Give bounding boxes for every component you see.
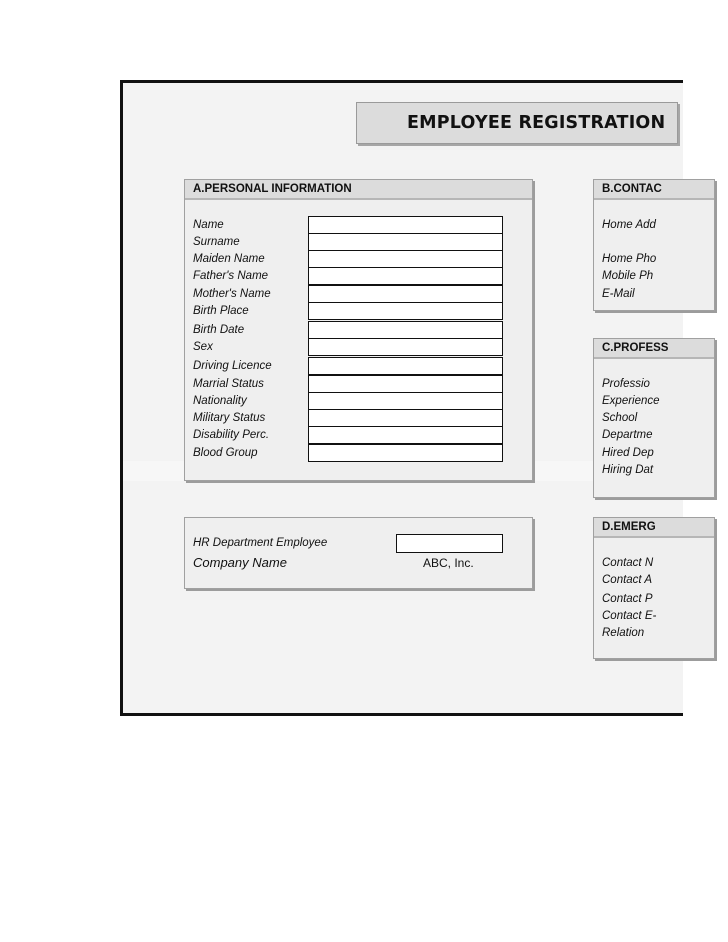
mothers-name-field[interactable] — [308, 285, 503, 303]
label-contact-name: Contact N — [602, 557, 654, 569]
fathers-name-field[interactable] — [308, 267, 503, 285]
driving-licence-field[interactable] — [308, 357, 503, 375]
label-profession: Professio — [602, 378, 650, 390]
label-military-status: Military Status — [193, 412, 266, 424]
label-fathers-name: Father's Name — [193, 270, 269, 282]
label-department: Departme — [602, 429, 653, 441]
label-experience: Experience — [602, 395, 660, 407]
disability-perc-field[interactable] — [308, 426, 503, 444]
label-nationality: Nationality — [193, 395, 247, 407]
marrial-status-field[interactable] — [308, 375, 503, 393]
nationality-field[interactable] — [308, 392, 503, 410]
company-name-value: ABC, Inc. — [423, 556, 474, 570]
company-name-label: Company Name — [193, 555, 287, 570]
label-disability-perc: Disability Perc. — [193, 429, 270, 441]
professional-panel — [593, 338, 715, 498]
contact-header: B.CONTAC — [594, 180, 714, 200]
label-maiden-name: Maiden Name — [193, 253, 265, 265]
label-relation: Relation — [602, 627, 645, 639]
maiden-name-field[interactable] — [308, 250, 503, 268]
label-contact-phone: Contact P — [602, 593, 653, 605]
label-birth-date: Birth Date — [193, 324, 245, 336]
label-contact-email: Contact E- — [602, 610, 657, 622]
birth-date-field[interactable] — [308, 321, 503, 339]
hr-employee-label: HR Department Employee — [193, 537, 328, 549]
label-sex: Sex — [193, 341, 213, 353]
label-home-phone: Home Pho — [602, 253, 657, 265]
label-hiring-date: Hiring Dat — [602, 464, 654, 476]
label-marrial-status: Marrial Status — [193, 378, 264, 390]
label-school: School — [602, 412, 638, 424]
label-mothers-name: Mother's Name — [193, 288, 271, 300]
label-birth-place: Birth Place — [193, 305, 249, 317]
hr-panel — [184, 517, 533, 589]
page-title: EMPLOYEE REGISTRATION — [407, 113, 666, 133]
label-blood-group: Blood Group — [193, 447, 258, 459]
label-contact-address: Contact A — [602, 574, 653, 586]
name-field[interactable] — [308, 216, 503, 234]
professional-header: C.PROFESS — [594, 339, 714, 359]
label-mobile-phone: Mobile Ph — [602, 270, 654, 282]
surname-field[interactable] — [308, 233, 503, 251]
title-bar — [356, 102, 678, 144]
blood-group-field[interactable] — [308, 444, 503, 462]
contact-panel — [593, 179, 715, 311]
label-home-address: Home Add — [602, 219, 656, 231]
label-name: Name — [193, 219, 224, 231]
label-hired-department: Hired Dep — [602, 447, 654, 459]
personal-info-panel — [184, 179, 533, 481]
sex-field[interactable] — [308, 338, 503, 356]
registration-sheet — [120, 80, 683, 716]
label-surname: Surname — [193, 236, 240, 248]
birth-place-field[interactable] — [308, 302, 503, 320]
emergency-panel — [593, 517, 715, 659]
personal-info-header: A.PERSONAL INFORMATION — [185, 180, 532, 200]
label-email: E-Mail — [602, 288, 635, 300]
visible-area — [123, 83, 669, 713]
hr-employee-field[interactable] — [396, 534, 503, 553]
military-status-field[interactable] — [308, 409, 503, 427]
emergency-header: D.EMERG — [594, 518, 714, 538]
label-driving-licence: Driving Licence — [193, 360, 272, 372]
